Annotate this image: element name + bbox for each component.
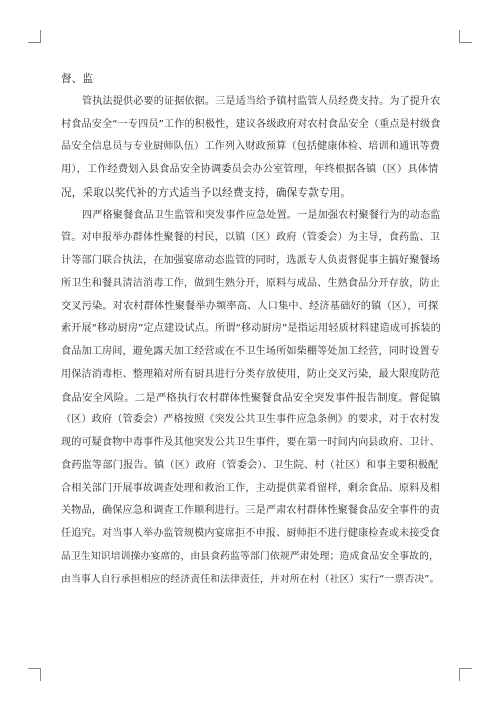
text-line: 合相关部门开展事故调查处理和救治工作，主动提供菜肴留样，剩余食品、原料及相 xyxy=(61,482,441,494)
text-line: 所卫生和餐具清洁消毒工作，做到生熟分开，原料与成品、生熟食品分开存放，防止 xyxy=(61,277,441,289)
crop-mark-bottom-left xyxy=(28,668,41,681)
text-line: 村食品安全“一专四员”工作的积极性，建议各级政府对农村食品安全（重点是村级食 xyxy=(61,118,441,130)
text-line: 四严格聚餐食品卫生监管和突发事件应急处置。一是加强农村聚餐行为的动态监 xyxy=(82,209,441,221)
text-line: 用保洁消毒柜、整理箱对所有厨具进行分类存放使用，防止交叉污染，最大限度防范 xyxy=(61,368,441,380)
text-line: 督、监 xyxy=(61,73,94,85)
text-line: 任追究。对当事人举办监管规模内宴席拒不申报、厨师拒不进行健康检查或未接受食 xyxy=(61,528,441,539)
text-line: 食品加工房间，避免露天加工经营或在不卫生场所如柴棚等处加工经营，同时设置专 xyxy=(61,346,441,357)
text-line: 品安全信息员与专业厨师队伍）工作列入财政预算（包括健康体检、培训和通讯等费 xyxy=(61,141,441,153)
text-line: 索开展“移动厨房”定点建设试点。所谓“移动厨房”是指运用轻质材料建造成可拆装的 xyxy=(61,323,442,335)
text-line: 管执法提供必要的证据依据。三是适当给予镇村监管人员经费支持。为了提升农 xyxy=(82,95,441,107)
text-line: 管。对申报举办群体性聚餐的村民，以镇（区）政府（管委会）为主导，食药监、卫 xyxy=(61,232,441,244)
text-line: 由当事人自行承担相应的经济责任和法律责任，并对所在村（社区）实行“一票否决”。 xyxy=(61,573,440,585)
text-line: 食品安全风险。二是严格执行农村群体性聚餐食品安全突发事件报告制度。督促镇 xyxy=(61,391,441,404)
text-line: 计等部门联合执法，在加强宴席动态监管的同时，选派专人负责督促事主搞好聚餐场 xyxy=(61,255,441,266)
crop-mark-top-right xyxy=(459,30,472,43)
text-line: 关物品，确保应急和调查工作顺利进行。三是严肃农村群体性聚餐食品安全事件的责 xyxy=(61,505,441,517)
crop-mark-top-left xyxy=(28,30,41,43)
text-line: 食药监等部门报告。镇（区）政府（管委会）、卫生院、村（社区）和事主要积极配 xyxy=(61,459,439,471)
text-line: 品卫生知识培训操办宴席的，由县食药监等部门依规严肃处理；造成食品安全事故的， xyxy=(61,550,439,562)
crop-mark-bottom-right xyxy=(459,668,472,681)
text-line: （区）政府（管委会）严格按照《突发公共卫生事件应急条例》的要求，对于农村发 xyxy=(61,414,441,426)
text-line: 况，采取以奖代补的方式适当予以经费支持，确保专款专用。 xyxy=(61,186,352,199)
text-line: 用），工作经费划入县食品安全协调委员会办公室管理，年终根据各镇（区）具体情 xyxy=(61,164,439,175)
text-line: 现的可疑食物中毒事件及其他突发公共卫生事件，要在第一时间内向县政府、卫计、 xyxy=(61,437,441,448)
document-body xyxy=(61,68,441,591)
text-line: 交叉污染。对农村群体性聚餐举办频率高、人口集中、经济基础好的镇（区），可探 xyxy=(61,300,439,312)
